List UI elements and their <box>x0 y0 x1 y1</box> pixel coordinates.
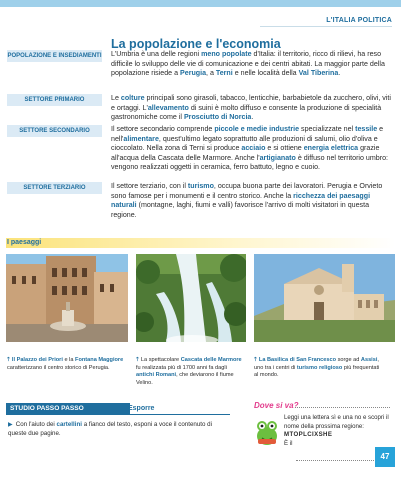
side-label-tertiary: SETTORE TERZIARIO <box>7 182 102 194</box>
paragraph-secondary: Il settore secondario comprende piccole e medie industrie specializzate nel tessile e nell'alimentare, quest'ultimo legato soprattutto alle produzioni di salumi, olio d'oliva e cioccolato. Nella zona di Terni si produce acciaio e si ottiene energia elettrica grazie all'acqua della Cascata delle Marmore. Anche l'artigianato è diffuso nel territorio umbro: vengono realizzati oggetti in ceramica, ferro battuto, legno e cuoio. <box>111 125 389 172</box>
paragraph-tertiary: Il settore terziario, con il turismo, occupa buona parte dei lavoratori. Perugia e Orvieto sono famose per i monumenti e il centro storico. Anche la ricchezza dei paesaggi naturali (montagne, laghi, fiumi e valli) favorisce l'arrivo di molti visitatori in questa regione. <box>111 182 383 219</box>
arrow-up-icon: 🡑 <box>254 357 257 363</box>
study-rule <box>6 414 230 415</box>
top-color-strip <box>0 0 401 7</box>
play-triangle-icon: ▶ <box>8 421 13 428</box>
quiz-dotted-rule <box>295 407 390 408</box>
study-title: STUDIO PASSO PASSO <box>6 403 130 414</box>
side-label-primary: SETTORE PRIMARIO <box>7 94 102 106</box>
photo-basilica-san-francesco <box>254 254 395 342</box>
study-link-esporre[interactable]: Esporre <box>128 405 155 412</box>
caption-palazzo: 🡑 Il Palazzo dei Priori e la Fontana Maggiore caratterizzano il centro storico di Perugia. <box>7 357 124 371</box>
header-rule <box>260 26 392 27</box>
side-label-population: POPOLAZIONE E INSEDIAMENTI <box>7 50 102 62</box>
photo-cascata-delle-marmore <box>136 254 246 342</box>
page-number: 47 <box>375 447 395 467</box>
quiz-text: Leggi una lettera sì e una no e scopri il nome della prossima regione: MTOPLCIXSHE È il <box>284 414 389 447</box>
frog-mascot-icon <box>254 418 280 451</box>
caption-basilica: 🡑 La Basilica di San Francesco sorge ad Assisi, uno tra i centri di turismo religioso più frequentati al mondo. <box>254 357 380 379</box>
arrow-up-icon: 🡑 <box>136 357 139 363</box>
paragraph-primary: Le colture principali sono girasoli, tabacco, lenticchie, barbabietole da zucchero, olivi, viti e ortaggi. L'allevamento di suini è molto diffuso e consente la produzione di specialità gastronomiche come il Prosciutto di Norcia. <box>111 94 391 122</box>
side-label-secondary: SETTORE SECONDARIO <box>7 125 102 137</box>
quiz-title: Dove si va? <box>254 401 299 410</box>
paragraph-population: L'Umbria è una delle regioni meno popolate d'Italia: il territorio, ricco di rilievi, ha reso difficile lo sviluppo delle vie di comunicazione e dei centri abitati. La maggior parte della popolazione risiede a Perugia, a Terni e nelle località della Val Tiberina. <box>111 50 385 78</box>
section-header: L'ITALIA POLITICA <box>326 17 392 24</box>
gallery-label: I paesaggi <box>7 239 42 246</box>
gallery-header-bar <box>6 238 395 248</box>
arrow-up-icon: 🡑 <box>7 357 10 363</box>
quiz-code: MTOPLCIXSHE <box>284 431 333 439</box>
photo-palazzo-dei-priori <box>6 254 128 342</box>
page-title: La popolazione e l'economia <box>111 37 281 51</box>
caption-cascata: 🡑 La spettacolare Cascata delle Marmore fu realizzata più di 1700 anni fa dagli antichi Romani, che deviarono il fiume Velino. <box>136 357 242 386</box>
study-instructions: ▶ Con l'aiuto dei cartellini a fianco del testo, esponi a voce il contenuto di queste due pagine. <box>8 421 212 437</box>
